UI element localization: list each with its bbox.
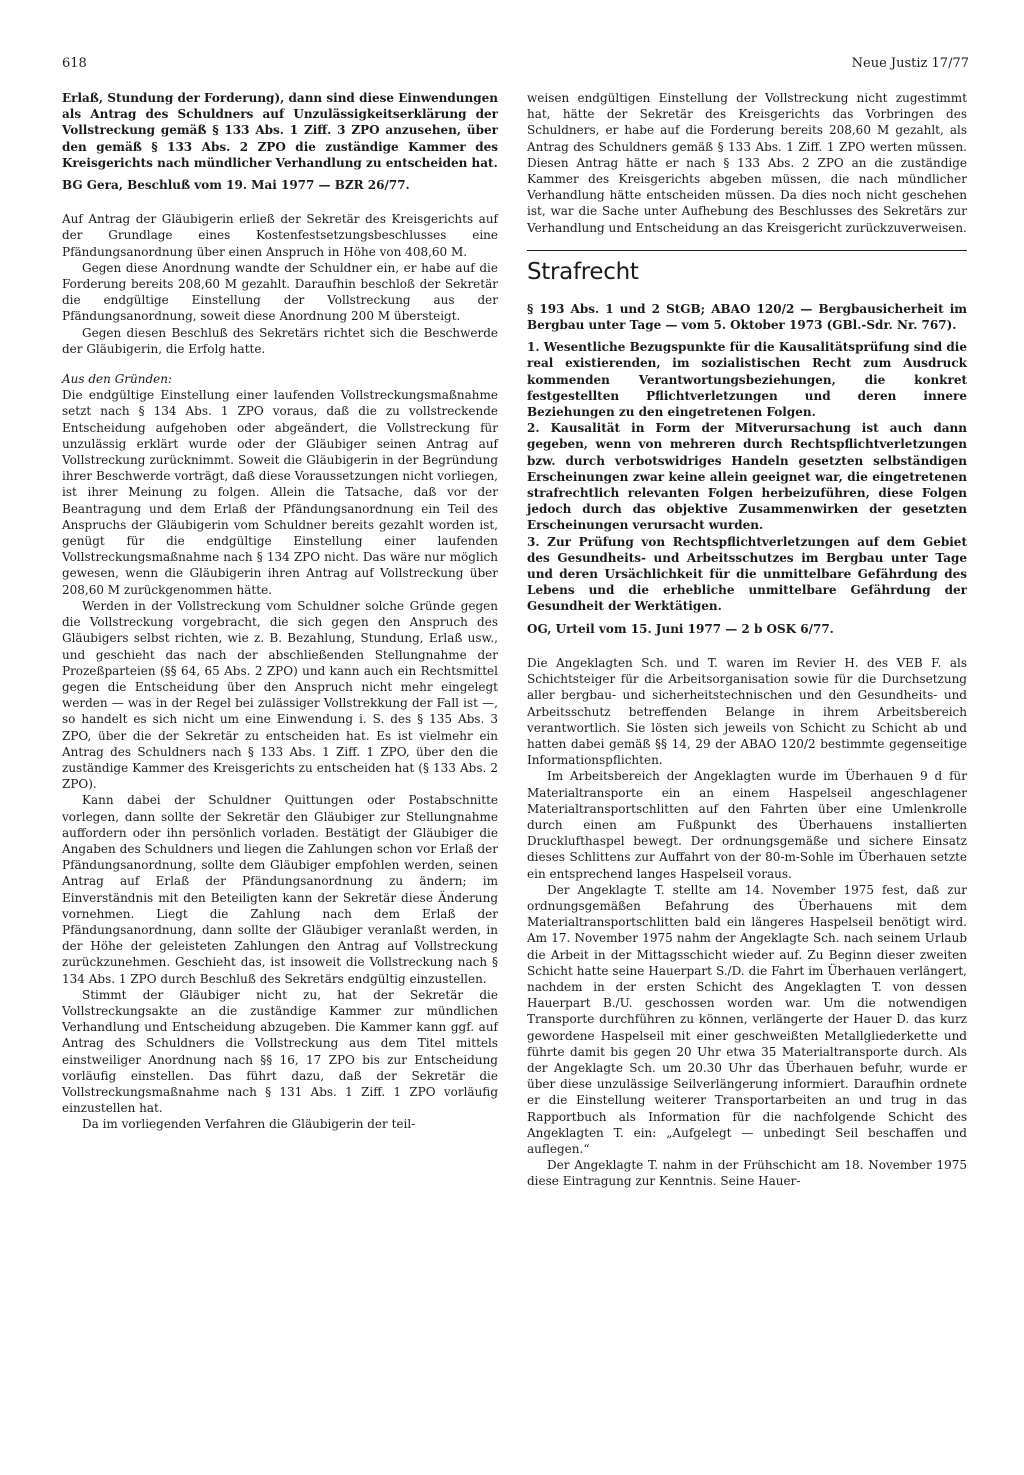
decision-citation: BG Gera, Beschluß vom 19. Mai 1977 — BZR 26/77. [62, 178, 410, 193]
headnote-item: 1. Wesentliche Bezugspunkte für die Kausalitätsprüfung sind die real existierenden, im sozialistischen Recht zum Ausdruck kommenden Verantwortungsbeziehungen, die konkret festgestellten Pflichtverletzungen und deren innere Beziehungen zu den eingetretenen Folgen. [527, 340, 967, 420]
left-column [62, 90, 498, 1133]
page-header [62, 56, 969, 78]
grounds-paragraph: Da im vorliegenden Verfahren die Gläubigerin der teil- [82, 1117, 416, 1132]
journal-issue: Neue Justiz 17/77 [851, 56, 969, 71]
body-paragraph: Der Angeklagte T. nahm in der Frühschicht am 18. November 1975 diese Eintragung zur Kenntnis. Seine Hauer- [527, 1158, 967, 1189]
grounds-paragraph: Kann dabei der Schuldner Quittungen oder Postabschnitte vorlegen, dann sollte der Sekretär den Gläubiger zur Stellungnahme auffordern oder ihn persönlich vorladen. Bestätigt der Gläubiger die Angaben des Schuldners und liegen die Zahlungen schon vor Erlaß der Pfändungsanordnung, sollte dem Gläubiger empfohlen werden, seinen Antrag auf Erlaß der Pfändungsanordnung zu ändern; im Einverständnis mit den Beteiligten kann der Sekretär diese Änderung vornehmen. Liegt die Zahlung nach dem Erlaß der Pfändungsanordnung, dann sollte der Gläubiger veranlaßt werden, in der Höhe der geleisteten Zahlungen den Antrag auf Vollstreckung zurückzunehmen. Geschieht das, ist insoweit die Vollstreckung nach § 134 Abs. 1 ZPO durch Beschluß des Sekretärs endgültig einzustellen. [62, 793, 498, 986]
body-paragraph: Die Angeklagten Sch. und T. waren im Revier H. des VEB F. als Schichtsteiger für die Arbeitsorganisation sowie für die Durchsetzung aller bergbau- und sicherheitstechnischen und den Gesundheits- und Arbeitsschutz betreffenden Belange in ihrem Arbeitsbereich verantwortlich. Sie lösten sich jeweils von Schicht zu Schicht ab und hatten dabei gemäß §§ 14, 29 der ABAO 120/2 bestimmte gegenseitige Informationspflichten. [527, 655, 967, 768]
headnote-item: 3. Zur Prüfung von Rechtspflichtverletzungen auf dem Gebiet des Gesundheits- und Arbeitsschutzes im Bergbau unter Tage und deren Ursächlichkeit für die unmittelbare Gefährdung des Lebens und die erhebliche unmittelbare Gefährdung der Gesundheit der Werktätigen. [527, 534, 967, 614]
facts-paragraph: Auf Antrag der Gläubigerin erließ der Sekretär des Kreisgerichts auf der Grundlage eines Kostenfestsetzungsbeschlusses eine Pfändungsanordnung über einen Anspruch in Höhe von 408,60 M. [62, 212, 498, 259]
body-paragraph: Der Angeklagte T. stellte am 14. November 1975 fest, daß zur ordnungsgemäßen Befahrung des Überhauens mit dem Materialtransportschlitten bald ein längeres Haspelseil benötigt wird. Am 17. November 1975 nahm der Angeklagte Sch. nach seinem Urlaub die Arbeit in der Mittagsschicht wieder auf. Zu Beginn dieser zweiten Schicht hatte seine Hauerpart S./D. die Fahrt im Überhauen verlängert, nachdem in der ersten Schicht des Angeklagten T. von dessen Hauerpart B./U. geschossen worden war. Um die notwendigen Transporte durchführen zu können, verlängerte der Hauer D. das kurz gewordene Haspelseil mit einer geschweißten Metallgliederkette und führte damit bis gegen 20 Uhr etwa 35 Materialtransporte durch. Als der Angeklagte Sch. um 20.30 Uhr das Überhauen befuhr, wurde er über diese unzulässige Seilverlängerung informiert. Daraufhin ordnete er die Einstellung weiterer Transportarbeiten an und trug in das Rapportbuch als Information für die nachfolgende Schicht des Angeklagten T. ein: „Aufgelegt — unbedingt Seil beschaffen und auflegen.“ [527, 882, 967, 1156]
grounds-paragraph: Stimmt der Gläubiger nicht zu, hat der Sekretär die Vollstreckungsakte an die zuständige Kammer zur mündlichen Verhandlung und Entscheidung abzugeben. Die Kammer kann ggf. auf Antrag des Schuldners die Vollstreckung aus dem Titel mittels einstweiliger Anordnung nach §§ 16, 17 ZPO bis zur Entscheidung vorläufig einstellen. Das führt dazu, daß der Sekretär die Vollstreckungsmaßnahme nach § 131 Abs. 1 Ziff. 1 ZPO vorläufig einzustellen hat. [62, 987, 498, 1116]
grounds-paragraph: Werden in der Vollstreckung vom Schuldner solche Gründe gegen die Vollstreckung vorgebracht, die sich gegen den Anspruch des Gläubigers selbst richten, wie z. B. Bezahlung, Stundung, Erlaß usw., und geschieht das nach der abschließenden Stellungnahme der Prozeßparteien (§§ 64, 65 Abs. 2 ZPO) und kann auch ein Rechtsmittel gegen die Entscheidung über den Anspruch nicht mehr eingelegt werden — was in der Regel bei zulässiger Vollstrekkung der Fall ist —, so handelt es sich nicht um eine Einwendung i. S. des § 135 Abs. 3 ZPO, über die der Sekretär zu entscheiden hat. Es ist vielmehr ein Antrag des Schuldners nach § 133 Abs. 1 Ziff. 1 ZPO, über den die zuständige Kammer des Kreisgerichts zu entscheiden hat (§ 133 Abs. 2 ZPO). [62, 598, 498, 792]
facts-paragraph: Gegen diesen Beschluß des Sekretärs richtet sich die Beschwerde der Gläubigerin, die Erfolg hatte. [62, 325, 498, 356]
statutes-reference: § 193 Abs. 1 und 2 StGB; ABAO 120/2 — Bergbausicherheit im Bergbau unter Tage — vom 5. Oktober 1973 (GBl.-Sdr. Nr. 767). [527, 301, 967, 333]
grounds-paragraph: Die endgültige Einstellung einer laufenden Vollstreckungsmaßnahme setzt nach § 134 Abs. 1 ZPO voraus, daß die zu vollstreckende Entscheidung aufgehoben oder abgeändert, die Vollstreckung für unzulässig erklärt wurde oder der Gläubiger seinen Antrag auf Vollstreckung zurücknimmt. Soweit die Gläubigerin in der Begründung ihrer Beschwerde vorträgt, daß diese Voraussetzungen nicht vorliegen, ist ihrer Meinung zu folgen. Allein die Tatsache, daß vor der Beantragung und dem Erlaß der Pfändungsanordnung ein Teil des Anspruchs der Gläubigerin vom Schuldner bereits gezahlt worden ist, genügt für die endgültige Einstellung einer laufenden Vollstreckungsmaßnahme nach § 134 ZPO nicht. Das wäre nur möglich gewesen, wenn die Gläubigerin ihren Antrag auf Vollstreckung über 208,60 M zurückgenommen hätte. [62, 388, 498, 597]
section-divider [527, 250, 967, 251]
body-paragraph: Im Arbeitsbereich der Angeklagten wurde im Überhauen 9 d für Materialtransporte ein an einem Haspelseil angeschlagener Materialtransportschlitten auf den Fahrten über eine Umlenkrolle durch einen am Fußpunkt des Überhauens installierten Drucklufthaspel bewegt. Der ordnungsgemäße und sichere Einsatz dieses Schlittens zur Auffahrt von der 80-m-Sohle im Überhauen setzte ein entsprechend langes Haspelseil voraus. [527, 769, 967, 881]
right-column [527, 90, 967, 1190]
headnote-item: 2. Kausalität in Form der Mitverursachung ist auch dann gegeben, wenn von mehreren durch Rechtspflichtverletzungen bzw. durch verbotswidriges Handeln gesetzten selbständigen Erscheinungen zwar keine allein geeignet war, die eingetretenen strafrechtlich relevanten Folgen herbeizuführen, diese Folgen jedoch durch das objektive Zusammenwirken der gesetzten Erscheinungen verursacht wurden. [527, 421, 967, 533]
grounds-heading: Aus den Gründen: [62, 372, 173, 387]
continuation-paragraph: weisen endgültigen Einstellung der Vollstreckung nicht zugestimmt hat, hätte der Sekretär des Kreisgerichts das Vorbringen des Schuldners, er habe auf die Forderung bereits 208,60 M gezahlt, als Antrag des Schuldners gemäß § 133 Abs. 1 Ziff. 1 ZPO werten müssen. Diesen Antrag hätte er nach § 133 Abs. 2 ZPO an die zuständige Kammer des Kreisgerichts abgeben müssen, die nach mündlicher Verhandlung hätte entscheiden müssen. Da dies noch nicht geschehen ist, war die Sache unter Aufhebung des Beschlusses des Sekretärs zur Verhandlung und Entscheidung an das Kreisgericht zurückzuverweisen. [527, 91, 967, 235]
judgment-citation: OG, Urteil vom 15. Juni 1977 — 2 b OSK 6/77. [527, 621, 834, 636]
facts-paragraph: Gegen diese Anordnung wandte der Schuldner ein, er habe auf die Forderung bereits 208,60 M gezahlt. Daraufhin beschloß der Sekretär die endgültige Einstellung der Vollstreckung aus der Pfändungsanordnung, soweit diese Anordnung 200 M übersteigt. [62, 260, 498, 324]
headnote: Erlaß, Stundung der Forderung), dann sind diese Einwendungen als Antrag des Schuldners auf Unzulässigkeitserklärung der Vollstreckung gemäß § 133 Abs. 1 Ziff. 3 ZPO anzusehen, über den gemäß § 133 Abs. 2 ZPO die zuständige Kammer des Kreisgerichts nach mündlicher Verhandlung zu entscheiden hat. [62, 91, 498, 170]
page-number: 618 [62, 56, 87, 71]
section-title: Strafrecht [527, 258, 639, 285]
